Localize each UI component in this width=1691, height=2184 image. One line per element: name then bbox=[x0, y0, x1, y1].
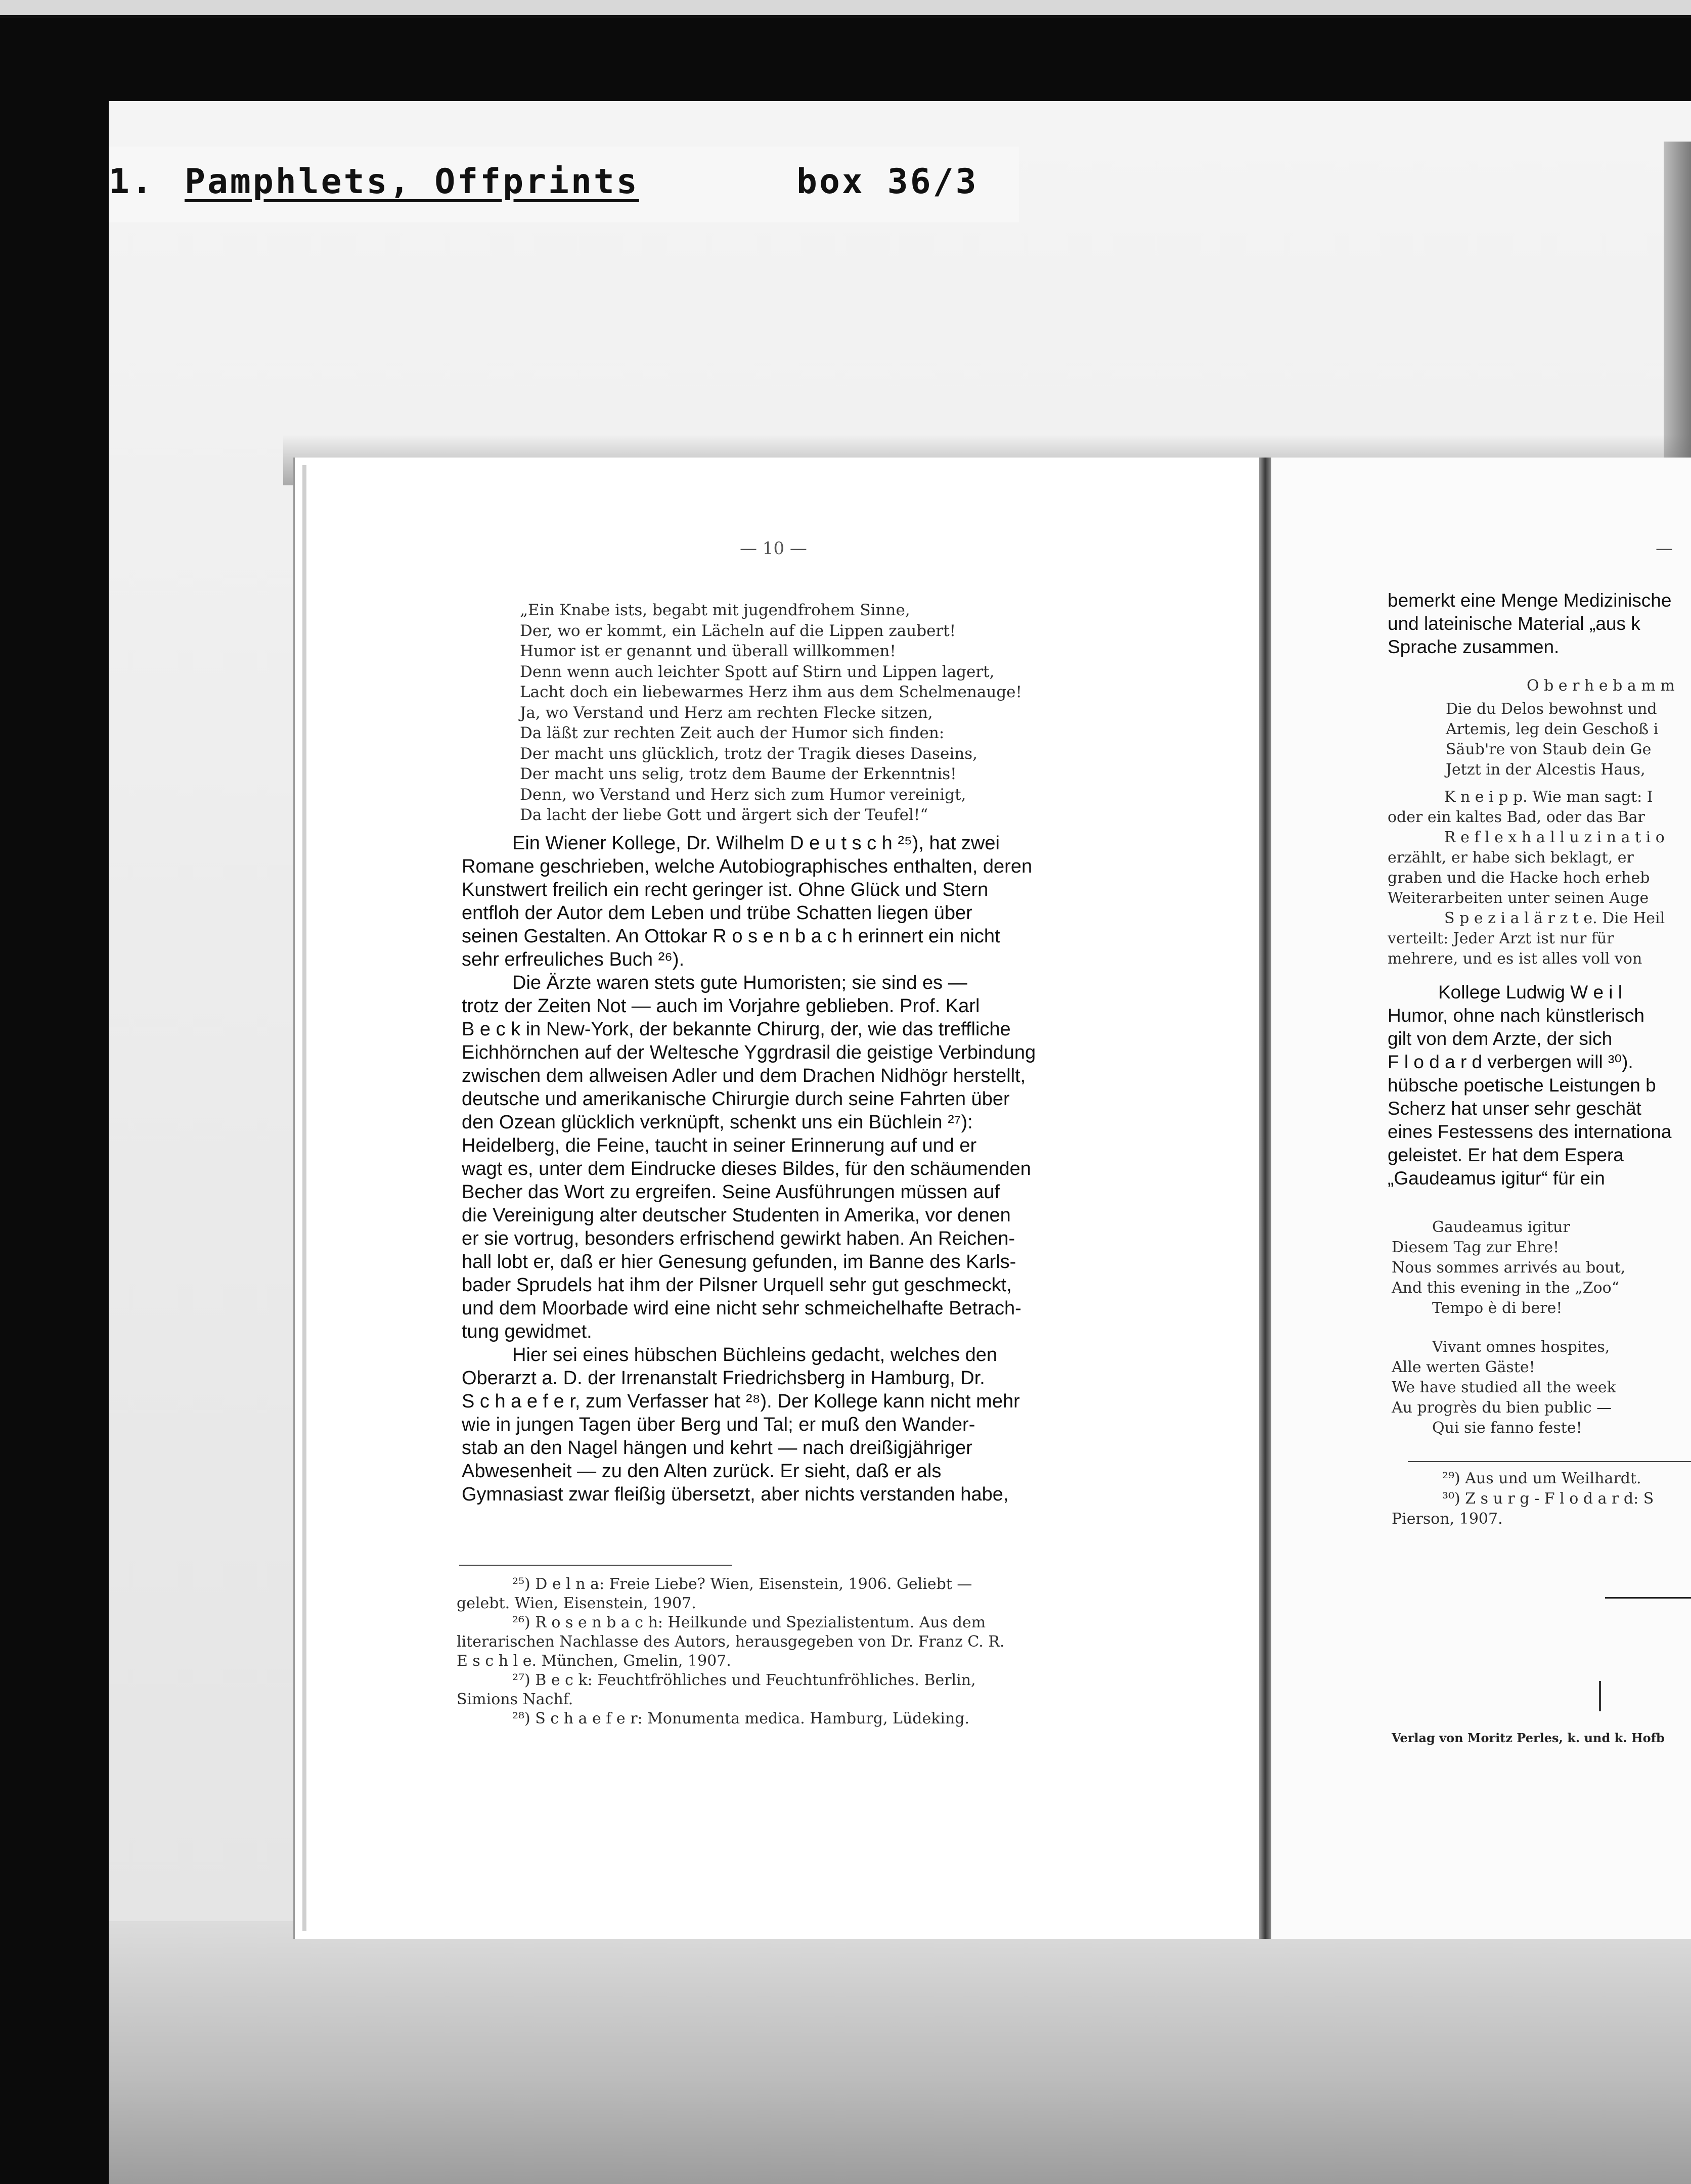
song-line: We have studied all the week bbox=[1392, 1379, 1616, 1396]
footnote-rule bbox=[459, 1565, 732, 1566]
ode-line: Artemis, leg dein Geschoß i bbox=[1446, 720, 1659, 738]
footnote-line: ²⁸) S c h a e f e r: Monumenta medica. Hamburg, Lüdeking. bbox=[512, 1710, 970, 1727]
song-verse-2 bbox=[1392, 1337, 1616, 1438]
body-line: Kollege Ludwig W e i l bbox=[1438, 982, 1623, 1003]
body-line: zwischen dem allweisen Adler und dem Drachen Nidhögr herstellt, bbox=[462, 1065, 1026, 1086]
body-line: und lateinische Material „aus k bbox=[1388, 613, 1640, 634]
page-number: — bbox=[1656, 538, 1673, 559]
section-line: graben und die Hacke hoch erheb bbox=[1388, 869, 1650, 887]
top-film-edge bbox=[0, 15, 1691, 18]
body-line: wie in jungen Tagen über Berg und Tal; er muß den Wander- bbox=[462, 1414, 975, 1435]
body-line: Hier sei eines hübschen Büchleins gedacht, welches den bbox=[512, 1344, 998, 1366]
footnote-line: ²⁹) Aus und um Weilhardt. bbox=[1442, 1470, 1641, 1487]
body-line: die Vereinigung alter deutscher Studenten in Amerika, vor denen bbox=[462, 1205, 1011, 1226]
song-verse-1 bbox=[1392, 1217, 1625, 1318]
body-line: Oberarzt a. D. der Irrenanstalt Friedrichsberg in Hamburg, Dr. bbox=[462, 1368, 985, 1389]
body-line: Heidelberg, die Feine, taucht in seiner Erinnerung auf und er bbox=[462, 1135, 977, 1156]
top-film-strip bbox=[0, 0, 1691, 15]
body-line: und dem Moorbade wird eine nicht sehr schmeichelhafte Betrach- bbox=[462, 1298, 1021, 1319]
song-line: Tempo è di bere! bbox=[1432, 1299, 1563, 1317]
footnote-line: E s c h l e. München, Gmelin, 1907. bbox=[457, 1652, 731, 1670]
archive-label bbox=[109, 147, 1019, 222]
right-body bbox=[1388, 981, 1672, 1190]
song-line: Nous sommes arrivés au bout, bbox=[1392, 1259, 1626, 1277]
body-line: Abwesenheit — zu den Alten zurück. Er sieht, daß er als bbox=[462, 1461, 942, 1482]
body-line: bemerkt eine Menge Medizinische bbox=[1388, 590, 1672, 611]
ode-line: Die du Delos bewohnst und bbox=[1446, 700, 1657, 718]
page-edge bbox=[302, 465, 306, 1931]
body-line: Gymnasiast zwar fleißig übersetzt, aber nichts verstanden habe, bbox=[462, 1484, 1009, 1505]
body-line: stab an den Nagel hängen und kehrt — nach dreißigjähriger bbox=[462, 1437, 972, 1459]
song-line: Au progrès du bien public — bbox=[1392, 1399, 1612, 1417]
footnote-line: ²⁶) R o s e n b a c h: Heilkunde und Spezialistentum. Aus dem bbox=[512, 1614, 986, 1631]
body-line: B e c k in New-York, der bekannte Chirurg, der, wie das treffliche bbox=[462, 1019, 1011, 1040]
ode-block bbox=[1446, 699, 1658, 780]
right-intro bbox=[1388, 589, 1671, 659]
footnote-line: literarischen Nachlasse des Autors, herausgegeben von Dr. Franz C. R. bbox=[457, 1633, 1005, 1651]
poem-line: Der macht uns glücklich, trotz der Tragik dieses Daseins, bbox=[520, 744, 977, 763]
label-box-number: box 36/3 bbox=[796, 162, 978, 202]
body-line: Die Ärzte waren stets gute Humoristen; sie sind es — bbox=[512, 972, 967, 993]
poem-line: Ja, wo Verstand und Herz am rechten Flecke sitzen, bbox=[520, 703, 933, 722]
body-line: Scherz hat unser sehr geschät bbox=[1388, 1098, 1641, 1119]
body-line: wagt es, unter dem Eindrucke dieses Bildes, für den schäumenden bbox=[462, 1158, 1031, 1179]
body-line: hall lobt er, daß er hier Genesung gefunden, im Banne des Karls- bbox=[462, 1251, 1016, 1272]
footnote-rule bbox=[1408, 1461, 1691, 1462]
pencil-mark bbox=[1599, 1681, 1601, 1711]
song-line: Qui sie fanno feste! bbox=[1432, 1419, 1582, 1437]
label-title: Pamphlets, Offprints bbox=[185, 162, 639, 202]
body-line: eines Festessens des internationa bbox=[1388, 1121, 1672, 1142]
body-line: gilt von dem Arzte, der sich bbox=[1388, 1028, 1613, 1049]
right-sections bbox=[1388, 787, 1665, 969]
song-line: Diesem Tag zur Ehre! bbox=[1392, 1239, 1560, 1256]
body-line: deutsche und amerikanische Chirurgie durch seine Fahrten über bbox=[462, 1088, 1010, 1110]
body-line: sehr erfreuliches Buch ²⁶). bbox=[462, 949, 685, 970]
body-line: er sie vortrug, besonders erfrischend gewirkt haben. An Reichen- bbox=[462, 1228, 1015, 1249]
song-line: Vivant omnes hospites, bbox=[1432, 1338, 1610, 1356]
song-line: Alle werten Gäste! bbox=[1392, 1358, 1535, 1376]
body-line: hübsche poetische Leistungen b bbox=[1388, 1075, 1656, 1096]
label-number: 1. bbox=[109, 162, 154, 202]
poem-line: Lacht doch ein liebewarmes Herz ihm aus dem Schelmenauge! bbox=[520, 683, 1022, 701]
footnote-line: Simions Nachf. bbox=[457, 1691, 573, 1708]
body-line: Romane geschrieben, welche Autobiographisches enthalten, deren bbox=[462, 856, 1033, 877]
body-line: den Ozean glücklich verknüpft, schenkt uns ein Büchlein ²⁷): bbox=[462, 1112, 973, 1133]
ode-line: Jetzt in der Alcestis Haus, bbox=[1446, 761, 1645, 779]
body-line: geleistet. Er hat dem Espera bbox=[1388, 1145, 1624, 1165]
section-line: oder ein kaltes Bad, oder das Bar bbox=[1388, 808, 1645, 826]
section-line: K n e i p p. Wie man sagt: I bbox=[1444, 788, 1653, 806]
ode-title: O b e r h e b a m m bbox=[1527, 677, 1675, 695]
poem-line: Denn wenn auch leichter Spott auf Stirn und Lippen lagert, bbox=[520, 662, 995, 681]
section-line: verteilt: Jeder Arzt ist nur für bbox=[1388, 930, 1614, 947]
body-line: Becher das Wort zu ergreifen. Seine Ausführungen müssen auf bbox=[462, 1181, 1000, 1203]
section-line: erzählt, er habe sich beklagt, er bbox=[1388, 849, 1634, 867]
poem-line: Da läßt zur rechten Zeit auch der Humor sich finden: bbox=[520, 724, 945, 742]
poem-line: Der macht uns selig, trotz dem Baume der Erkenntnis! bbox=[520, 765, 957, 783]
section-line: Weiterarbeiten unter seinen Auge bbox=[1388, 889, 1649, 907]
body-line: „Gaudeamus igitur“ für ein bbox=[1388, 1168, 1605, 1189]
body-line: tung gewidmet. bbox=[462, 1321, 592, 1342]
body-line: Kunstwert freilich ein recht geringer ist. Ohne Glück und Stern bbox=[462, 879, 989, 900]
publisher-imprint: Verlag von Moritz Perles, k. und k. Hofb bbox=[1392, 1731, 1665, 1745]
body-line: S c h a e f e r, zum Verfasser hat ²⁸). Der Kollege kann nicht mehr bbox=[462, 1391, 1020, 1412]
body-line: Sprache zusammen. bbox=[1388, 636, 1560, 657]
footnote-line: gelebt. Wien, Eisenstein, 1907. bbox=[457, 1595, 696, 1612]
poem-line: Da lacht der liebe Gott und ärgert sich der Teufel!“ bbox=[520, 806, 928, 824]
footnote-line: ³⁰) Z s u r g - F l o d a r d: S bbox=[1442, 1490, 1654, 1508]
poem-line: Denn, wo Verstand und Herz sich zum Humor vereinigt, bbox=[520, 785, 966, 804]
body-line: F l o d a r d verbergen will ³⁰). bbox=[1388, 1052, 1633, 1072]
poem-line: „Ein Knabe ists, begabt mit jugendfrohem Sinne, bbox=[520, 601, 910, 619]
body-line: trotz der Zeiten Not — auch im Vorjahre geblieben. Prof. Karl bbox=[462, 995, 980, 1017]
end-rule bbox=[1605, 1597, 1691, 1599]
section-line: R e f l e x h a l l u z i n a t i o bbox=[1444, 829, 1665, 846]
body-line: Humor, ohne nach künstlerisch bbox=[1388, 1005, 1644, 1026]
ode-line: Säub're von Staub dein Ge bbox=[1446, 741, 1652, 758]
body-line: Eichhörnchen auf der Weltesche Yggrdrasil die geistige Verbindung bbox=[462, 1042, 1036, 1063]
left-page bbox=[293, 458, 1266, 1939]
section-line: mehrere, und es ist alles voll von bbox=[1388, 950, 1642, 968]
body-line: seinen Gestalten. An Ottokar R o s e n b a c h erinnert ein nicht bbox=[462, 926, 1000, 947]
body-line: bader Sprudels hat ihm der Pilsner Urquell sehr gut geschmeckt, bbox=[462, 1275, 1012, 1296]
poem-block bbox=[520, 600, 1022, 826]
page-number: — 10 — bbox=[740, 538, 807, 559]
section-line: S p e z i a l ä r z t e. Die Heil bbox=[1444, 909, 1665, 927]
body-line: entfloh der Autor dem Leben und trübe Schatten liegen über bbox=[462, 902, 972, 924]
footnote-line: Pierson, 1907. bbox=[1392, 1510, 1503, 1528]
board-bottom-shade bbox=[109, 1921, 1691, 2184]
body-text bbox=[462, 832, 1036, 1506]
song-line: And this evening in the „Zoo“ bbox=[1392, 1279, 1620, 1297]
body-line: Ein Wiener Kollege, Dr. Wilhelm D e u t s c h ²⁵), hat zwei bbox=[512, 833, 1000, 854]
poem-line: Der, wo er kommt, ein Lächeln auf die Lippen zaubert! bbox=[520, 621, 956, 640]
right-page bbox=[1271, 458, 1691, 1939]
footnotes bbox=[457, 1575, 1005, 1728]
footnote-line: ²⁷) B e c k: Feuchtfröhliches und Feuchtunfröhliches. Berlin, bbox=[512, 1671, 976, 1689]
poem-line: Humor ist er genannt und überall willkommen! bbox=[520, 642, 896, 660]
song-line: Gaudeamus igitur bbox=[1432, 1218, 1570, 1236]
footnote-line: ²⁵) D e l n a: Freie Liebe? Wien, Eisenstein, 1906. Geliebt — bbox=[512, 1575, 972, 1593]
right-footnotes bbox=[1392, 1469, 1654, 1529]
book-gutter bbox=[1259, 458, 1271, 1939]
